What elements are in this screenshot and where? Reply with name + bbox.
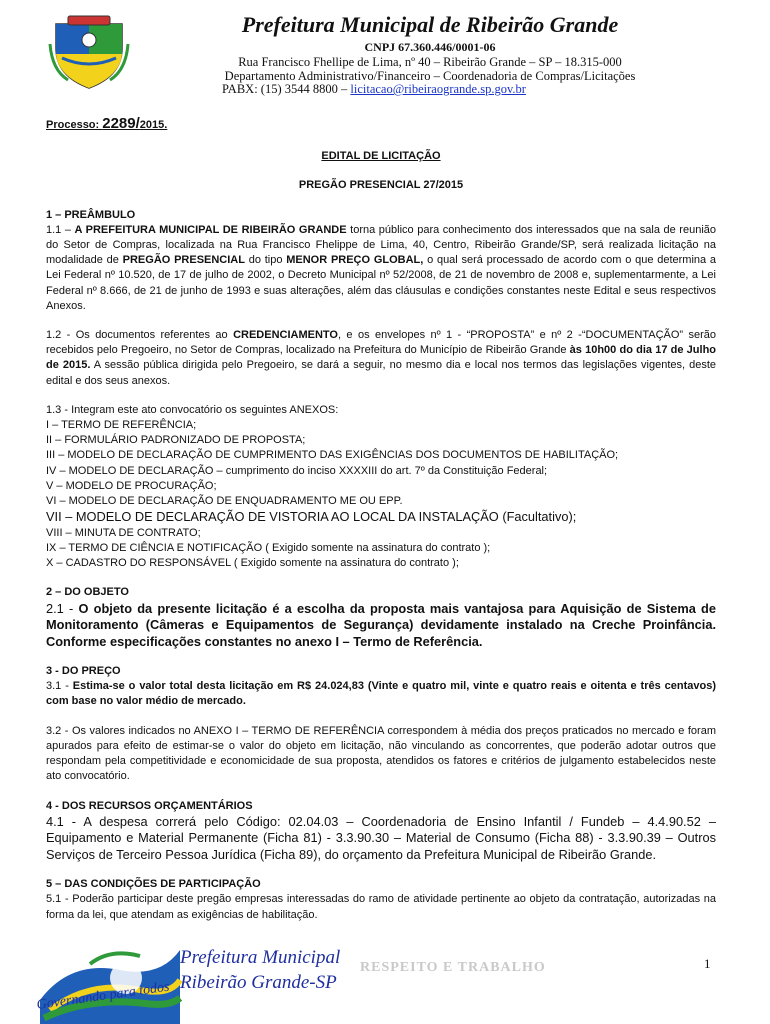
anexo-item: II – FORMULÁRIO PADRONIZADO DE PROPOSTA; xyxy=(46,434,306,447)
p1-1-num: 1.1 – xyxy=(46,223,75,236)
anexo-item: III – MODELO DE DECLARAÇÃO DE CUMPRIMENTO DAS EXIGÊNCIAS DOS DOCUMENTOS DE HABILITAÇÃO; xyxy=(46,449,619,462)
pregao-title: PREGÃO PRESENCIAL 27/2015 xyxy=(298,179,464,192)
p1-2-text-mid: , e os envelopes nº 1 - “PROPOSTA” e nº 2 -“DOCUMENTAÇÃO” serão recebidos pelo Pregoeiro, no Setor de Compras, localizado na Prefeitura do Município de Ribeirão Grande xyxy=(46,329,716,357)
p1-2-datetime: às 10h00 do dia 17 de Julho de 2015. xyxy=(46,344,717,372)
p1-1-text-end: o qual será processado de acordo com o que determina a Lei Federal nº 10.520, de 17 de julho de 2002, o Decreto Municipal nº 52/2008, de 21 de novembro de 2008 e, suplementarmente, a Lei Federal nº 8.666, de 21 de junho de 1993 e suas alterações, além das cláusulas e condições constantes neste Edital e seus respectivos Anexos. xyxy=(46,254,716,312)
anexo-item: IV – MODELO DE DECLARAÇÃO – cumprimento do inciso XXXXIII do art. 7º da Constituição Federal; xyxy=(46,464,548,477)
footer-name-line2: Ribeirão Grande-SP xyxy=(180,972,337,993)
p1-2-text: 1.2 - Os documentos referentes ao xyxy=(46,329,234,342)
p1-1-text: torna público para conhecimento dos interessados que na sala de reunião do Setor de Compras, localizada na Rua Francisco Fhelippe de Lima, 40, Centro, Ribeirão Grande/SP, será realizada licitação na modalidade de xyxy=(46,223,717,267)
paragraph-3-1 xyxy=(46,679,716,709)
anexo-item: X – CADASTRO DO RESPONSÁVEL ( Exigido somente na assinatura do contrato ); xyxy=(46,557,459,570)
p1-2-credenciamento: CREDENCIAMENTO xyxy=(233,329,338,342)
section-4-heading: 4 - DOS RECURSOS ORÇAMENTÁRIOS xyxy=(46,799,253,812)
p2-1-object: O objeto da presente licitação é a escolha da proposta mais vantajosa para Aquisição de Sistema de Monitoramento (Câmeras e Equipamentos de Segurança) devidamente instalado na Creche Proinfância. Conforme especificações constantes no anexo I – Termo de Referência. xyxy=(46,600,716,649)
header-title: Prefeitura Municipal de Ribeirão Grande xyxy=(241,12,619,37)
p2-1-num: 2.1 - xyxy=(46,600,79,616)
paragraph-1-2 xyxy=(46,328,716,389)
process-value: 2289/ xyxy=(102,115,140,132)
anexo-item: VI – MODELO DE DECLARAÇÃO DE ENQUADRAMENTO ME OU EPP. xyxy=(46,495,403,508)
paragraph-1-3: 1.3 - Integram este ato convocatório os seguintes ANEXOS: xyxy=(46,403,339,416)
paragraph-2-1 xyxy=(46,601,716,651)
header-pabx: PABX: (15) 3544 8800 – xyxy=(222,82,351,96)
p1-1-type-label: do tipo xyxy=(244,254,287,267)
p1-1-modality: PREGÃO PRESENCIAL xyxy=(122,254,245,267)
anexo-item: IX – TERMO DE CIÊNCIA E NOTIFICAÇÃO ( Exigido somente na assinatura do contrato ); xyxy=(46,541,491,554)
header-contact xyxy=(222,82,526,97)
footer-name-line1: Prefeitura Municipal xyxy=(180,947,341,968)
paragraph-1-1 xyxy=(46,223,716,314)
p3-1-estimate: Estima-se o valor total desta licitação em R$ 24.024,83 (Vinte e quatro mil, vinte e quatro reais e oitenta e três centavos) com base no valor médio de mercado. xyxy=(46,680,717,708)
paragraph-4-1: 4.1 - A despesa correrá pelo Código: 02.04.03 – Coordenadoria de Ensino Infantil / Fundeb – 4.4.90.52 – Equipamento e Material Permanente (Ficha 81) - 3.3.90.30 – Material de Consumo (Ficha 88) - 3.3.90.39 – Outros Serviços de Terceiro Pessoa Jurídica (Ficha 89), do orçamento da Prefeitura Municipal de Ribeirão Grande. xyxy=(46,813,716,862)
process-year: 2015. xyxy=(139,119,168,131)
municipal-crest-icon xyxy=(48,14,130,90)
section-2-heading: 2 – DO OBJETO xyxy=(46,586,129,599)
p3-1-num: 3.1 - xyxy=(46,680,73,693)
section-5-heading: 5 – DAS CONDIÇÕES DE PARTICIPAÇÃO xyxy=(46,878,261,891)
footer-motto: RESPEITO E TRABALHO xyxy=(360,960,546,975)
anexo-item: I – TERMO DE REFERÊNCIA; xyxy=(46,419,197,432)
edital-title: EDITAL DE LICITAÇÃO xyxy=(321,150,441,163)
paragraph-5-1: 5.1 - Poderão participar deste pregão empresas interessadas do ramo de atividade pertinente ao objeto da contratação, autorizadas na forma da lei, que atendam as exigências de habilitação. xyxy=(46,893,716,921)
email-link[interactable]: licitacao@ribeiraogrande.sp.gov.br xyxy=(350,82,526,96)
page-number: 1 xyxy=(704,956,711,971)
paragraph-3-2: 3.2 - Os valores indicados no ANEXO I – TERMO DE REFERÊNCIA correspondem à média dos preços praticados no mercado e foram apurados para efeito de estimar-se o valor do objeto em licitação, não vinculando as concorrentes, que poderão adotar outros que respondam pela competitividade e economicidade de sua proposta, atendidos os fatores e critérios de julgamento estabelecidos neste ato convocatório. xyxy=(46,724,716,783)
process-number xyxy=(46,116,716,133)
anexo-item: VII – MODELO DE DECLARAÇÃO DE VISTORIA AO LOCAL DA INSTALAÇÃO (Facultativo); xyxy=(46,509,577,525)
header-department: Departamento Administrativo/Financeiro – Coordenadoria de Compras/Licitações xyxy=(224,69,636,83)
document-body xyxy=(46,116,716,923)
header-cnpj: CNPJ 67.360.446/0001-06 xyxy=(364,40,496,54)
process-label: Processo: xyxy=(46,119,103,131)
section-1-heading: 1 – PREÂMBULO xyxy=(46,208,136,221)
anexo-item: VIII – MINUTA DE CONTRATO; xyxy=(46,526,201,539)
p1-2-text-end: A sessão pública dirigida pelo Pregoeiro, se dará a seguir, no mesmo dia e local nos termos das legislações vigentes, deste edital e dos seus anexos. xyxy=(46,359,716,387)
footer-slogan: Governando para todos xyxy=(35,979,171,1014)
section-3-heading: 3 - DO PREÇO xyxy=(46,665,121,678)
header-address: Rua Francisco Fhellipe de Lima, nº 40 – Ribeirão Grande – SP – 18.315-000 xyxy=(238,55,622,69)
anexo-item: V – MODELO DE PROCURAÇÃO; xyxy=(46,479,217,492)
p1-1-entity: A PREFEITURA MUNICIPAL DE RIBEIRÃO GRANDE xyxy=(74,223,347,236)
p1-1-type: MENOR PREÇO GLOBAL, xyxy=(286,254,424,267)
